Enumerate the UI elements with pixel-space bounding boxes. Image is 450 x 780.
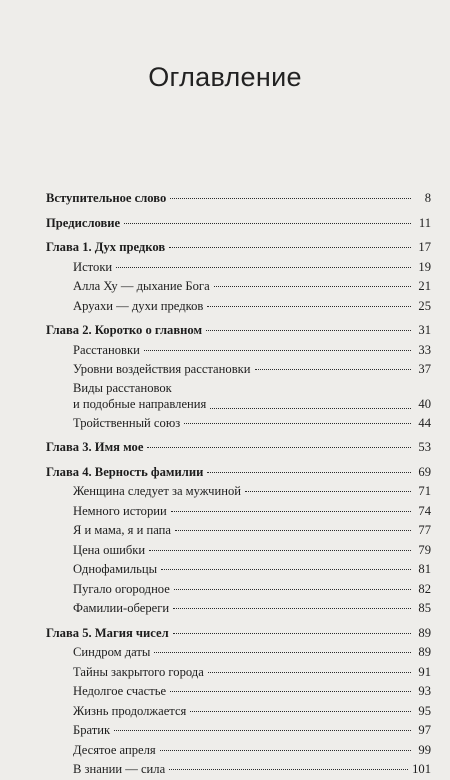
page-number: 95 (418, 703, 431, 718)
page-number: 85 (418, 601, 431, 615)
toc-entry-title: Однофамильцы (73, 562, 158, 576)
dot-leader (255, 368, 412, 370)
toc-subentry (46, 277, 431, 297)
dot-leader (174, 588, 411, 590)
toc-entry-title: Вступительное слово (46, 191, 167, 205)
dot-leader (160, 749, 411, 751)
dot-leader (149, 549, 411, 551)
page-number: 89 (418, 625, 431, 640)
toc-subentry (46, 599, 431, 619)
page-number: 99 (418, 742, 431, 757)
toc-entry-title: Недолгое счастье (73, 684, 167, 698)
toc-subentry (46, 414, 431, 434)
toc-entry-title-line1: Виды расстановок (73, 380, 172, 395)
toc-chapter-entry (46, 189, 431, 209)
page-number: 17 (418, 240, 431, 254)
toc-entry-title: Десятое апреля (73, 742, 156, 757)
page-number: 40 (418, 396, 431, 411)
dot-leader (169, 768, 408, 770)
toc-entry-title: Братик (73, 723, 111, 737)
toc-entry-title: Аруахи — духи предков (73, 298, 204, 313)
dot-leader (124, 222, 411, 224)
toc-chapter-entry (46, 438, 431, 458)
toc-entry-title: Фамилии-обереги (73, 601, 170, 615)
toc-entry-title: Глава 4. Верность фамилии (46, 464, 204, 479)
toc-entry-title: Алла Ху — дыхание Бога (73, 279, 210, 293)
page-number: 89 (418, 645, 431, 659)
toc-subentry (46, 741, 431, 761)
toc-subentry (46, 297, 431, 317)
toc-entry-title: Синдром даты (73, 645, 151, 659)
page-number: 21 (418, 279, 431, 293)
page-number: 91 (418, 664, 431, 679)
page-number: 93 (418, 684, 431, 698)
page-number: 97 (418, 723, 431, 737)
page-number: 69 (418, 464, 431, 479)
dot-leader (206, 329, 411, 331)
dot-leader (170, 197, 411, 199)
toc-chapter-entry (46, 238, 431, 258)
toc-entry-title: Глава 1. Дух предков (46, 240, 166, 254)
page-number: 8 (424, 191, 431, 205)
page-number: 33 (418, 342, 431, 357)
dot-leader (147, 446, 411, 448)
dot-leader (245, 490, 411, 492)
page-number: 82 (418, 581, 431, 596)
dot-leader (207, 471, 411, 473)
page-number: 77 (418, 523, 431, 537)
page-number: 37 (418, 362, 431, 376)
dot-leader (169, 246, 411, 248)
toc-subentry (46, 341, 431, 361)
dot-leader (190, 710, 411, 712)
toc-entry-title: Цена ошибки (73, 542, 146, 557)
page-number: 71 (418, 484, 431, 498)
toc-entry-title: Тайны закрытого города (73, 664, 204, 679)
toc-subentry (46, 541, 431, 561)
dot-leader (175, 529, 411, 531)
toc-entry-title: Немного истории (73, 503, 167, 518)
page-number: 53 (418, 440, 431, 454)
toc-subentry (46, 721, 431, 741)
toc-chapter-entry (46, 463, 431, 483)
toc-entry-title (73, 380, 206, 414)
page-number: 25 (418, 298, 431, 313)
page-number: 81 (418, 562, 431, 576)
dot-leader (207, 305, 411, 307)
page-number: 31 (418, 323, 431, 337)
toc-entry-title: Истоки (73, 259, 113, 274)
toc-subentry (46, 482, 431, 502)
toc-subentry (46, 580, 431, 600)
toc-entry-title: Предисловие (46, 215, 121, 230)
page-number: 44 (418, 415, 431, 430)
toc-subentry (46, 380, 431, 414)
toc-subentry (46, 502, 431, 522)
page-number: 11 (418, 215, 431, 230)
toc-entry-title-line2: и подобные направления (73, 396, 207, 411)
dot-leader (154, 651, 411, 653)
dot-leader (144, 349, 411, 351)
dot-leader (114, 729, 411, 731)
toc-subentry (46, 560, 431, 580)
page-number: 19 (418, 259, 431, 274)
toc-entry-title: Глава 5. Магия чисел (46, 625, 169, 640)
toc-entry-title: Глава 3. Имя мое (46, 440, 144, 454)
toc-entry-title: Жизнь продолжается (73, 703, 187, 718)
dot-leader (171, 510, 411, 512)
toc-entry-title: Тройственный союз (73, 415, 181, 430)
toc-entry-title: Глава 2. Коротко о главном (46, 323, 203, 337)
dot-leader (173, 632, 411, 634)
page-title: Оглавление (148, 62, 302, 92)
page-number: 74 (418, 503, 431, 518)
page-number: 79 (418, 542, 431, 557)
dot-leader (184, 422, 411, 424)
toc-subentry (46, 682, 431, 702)
toc-subentry (46, 521, 431, 541)
toc-subentry (46, 760, 431, 780)
dot-leader (210, 407, 411, 409)
dot-leader (116, 266, 411, 268)
toc-chapter-entry (46, 214, 431, 234)
dot-leader (161, 568, 411, 570)
toc-entry-title: Пугало огородное (73, 581, 170, 596)
dot-leader (214, 285, 411, 287)
page-number: 101 (412, 762, 431, 776)
dot-leader (173, 607, 411, 609)
toc-subentry (46, 663, 431, 683)
toc-subentry (46, 702, 431, 722)
toc-entry-title: Уровни воздействия расстановки (73, 362, 251, 376)
dot-leader (208, 671, 411, 673)
toc-subentry (46, 360, 431, 380)
toc-entry-title: Расстановки (73, 342, 140, 357)
toc-entry-title: В знании — сила (73, 762, 166, 776)
toc-entry-title: Женщина следует за мужчиной (73, 484, 242, 498)
toc-chapter-entry (46, 624, 431, 644)
toc-subentry (46, 643, 431, 663)
dot-leader (170, 690, 411, 692)
table-of-contents (46, 189, 431, 780)
toc-chapter-entry (46, 321, 431, 341)
toc-entry-title: Я и мама, я и папа (73, 523, 172, 537)
toc-subentry (46, 258, 431, 278)
